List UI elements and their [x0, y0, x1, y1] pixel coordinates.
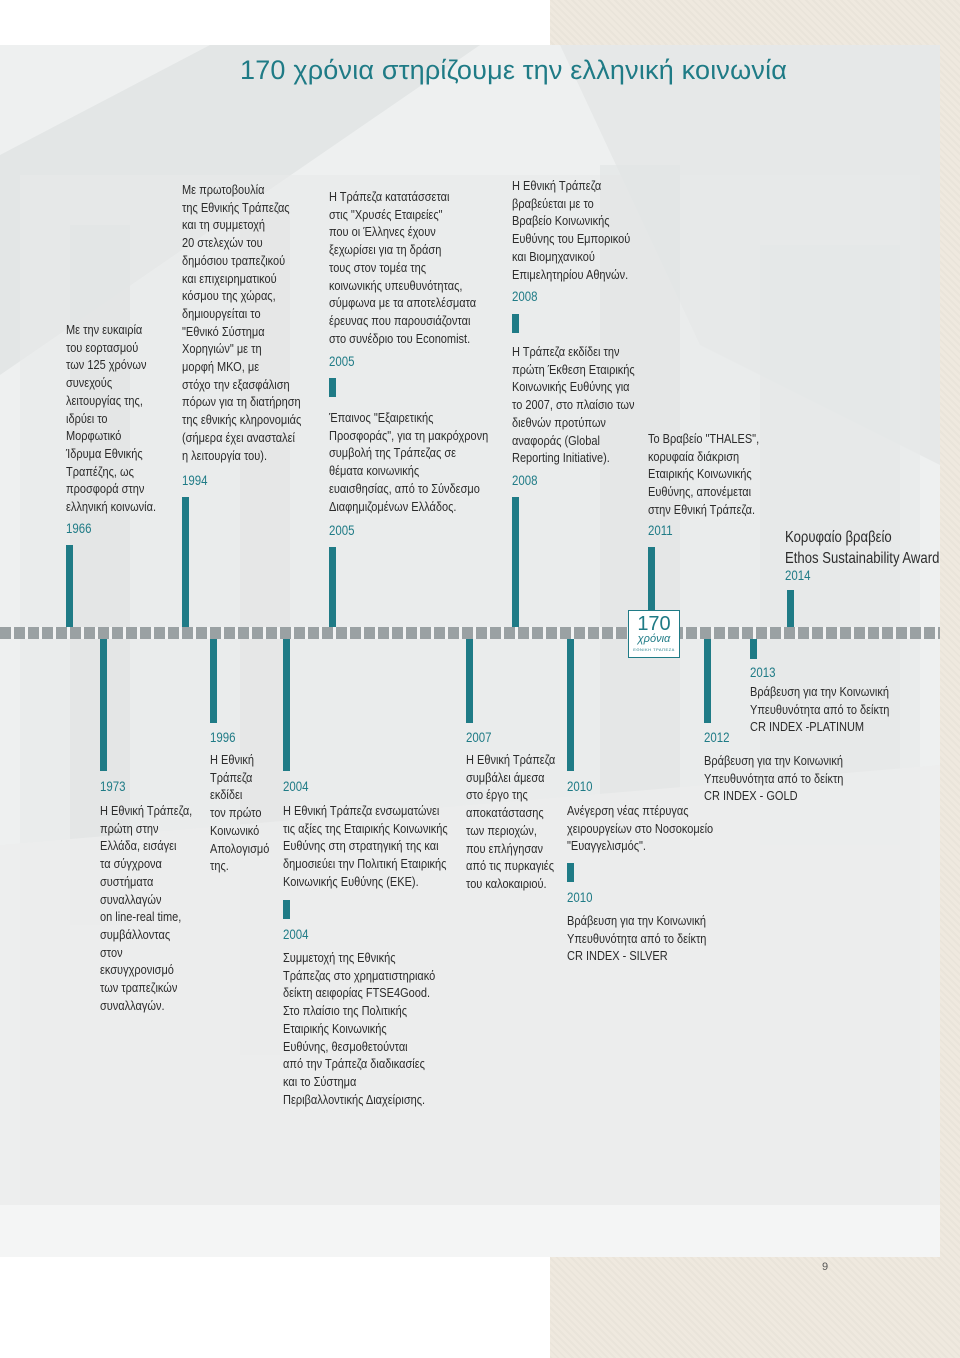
- marker-2005a: [329, 378, 336, 397]
- logo-word: χρόνια: [637, 633, 671, 645]
- entry-2013-year: 2013: [750, 665, 776, 680]
- timeline-bar-2012: [704, 639, 711, 723]
- entry-1996-year: 1996: [210, 730, 236, 745]
- entry-2008a-year: 2008: [512, 289, 538, 304]
- entry-2008b-year: 2008: [512, 473, 538, 488]
- logo-number: 170: [637, 613, 671, 635]
- entry-2005a-year: 2005: [329, 354, 355, 369]
- entry-2007-text: Η Εθνική Τράπεζα συμβάλει άμεσα στο έργο της αποκατάστασης των περιοχών, που επλήγησαν από τις πυρκαγιές του καλοκαιριού.: [466, 753, 556, 891]
- marker-2008a: [512, 314, 519, 333]
- entry-2011-year: 2011: [648, 523, 673, 538]
- timeline-bar-2010: [567, 639, 574, 771]
- entry-2004a-text: Η Εθνική Τράπεζα ενσωματώνει τις αξίες της Εταιρικής Κοινωνικής Ευθύνης στη στρατηγική της και δημοσιεύει την Πολιτική Εταιρικής Κοινωνικής Ευθύνης (ΕΚΕ).: [283, 804, 448, 889]
- timeline-bar-1973: [100, 639, 107, 771]
- entry-2005b-text: Έπαινος "Εξαιρετικής Προσφοράς", για τη μακρόχρονη συμβολή της Τράπεζας σε θέματα κοινωνικής ευαισθησίας, από το Σύνδεσμο Διαφημιζομένων Ελλάδος.: [329, 411, 489, 514]
- entry-2012-year: 2012: [704, 730, 730, 745]
- entry-2014-text: Κορυφαίο βραβείο Ethos Sustainability Award: [785, 529, 940, 567]
- timeline-bar-2011: [648, 547, 655, 610]
- entry-1996-text: Η Εθνική Τράπεζα εκδίδει τον πρώτο Κοινωνικό Απολογισμό της.: [210, 753, 270, 874]
- timeline-bar-1966: [66, 545, 73, 627]
- entry-2010b-text: Βράβευση για την Κοινωνική Υπευθυνότητα από το δείκτη CR INDEX - SILVER: [567, 914, 707, 964]
- entry-1994-year: 1994: [182, 473, 208, 488]
- timeline-bar-2013: [750, 639, 757, 659]
- entry-2004a-year: 2004: [283, 779, 309, 794]
- entry-2004b-year: 2004: [283, 927, 309, 942]
- entry-2014-year: 2014: [785, 568, 811, 583]
- entry-1973-text: Η Εθνική Τράπεζα, πρώτη στην Ελλάδα, εισάγει τα σύγχρονα συστήματα συναλλαγών on line-real time, συμβάλλοντας στον εκσυγχρονισμό των τραπεζικών συναλλαγών.: [100, 804, 193, 1013]
- entry-2010a-text: Ανέγερση νέας πτέρυγας χειρουργείων στο Νοσοκομείο "Ευαγγελισμός".: [567, 804, 714, 854]
- entry-1973-year: 1973: [100, 779, 126, 794]
- page-title: 170 χρόνια στηρίζουμε την ελληνική κοινωνία: [240, 55, 788, 85]
- timeline-bar-2005: [329, 547, 336, 627]
- entry-2005a-text: Η Τράπεζα κατατάσσεται στις "Χρυσές Εταιρείες" που οι Έλληνες έχουν ξεχωρίσει για τη δράση τους στον τομέα της κοινωνικής υπευθυνότητας, σύμφωνα με τα αποτελέσματα έρευνας που παρουσιάζονται στο συνέδριο του Economist.: [329, 190, 477, 346]
- entry-1994-text: Με πρωτοβουλία της Εθνικής Τράπεζας και τη συμμετοχή 20 στελεχών του δημόσιου τραπεζικού και επιχειρηματικού κόσμου της χώρας, δημιουργείται το "Εθνικό Σύστημα Χορηγιών" με τη μορφή ΜΚΟ, με στόχο την εξασφάλιση πόρων για τη διατήρηση της εθνικής κληρονομιάς (σήμερα έχει ανασταλεί η λειτουργία του).: [182, 183, 302, 463]
- entry-1966-year: 1966: [66, 521, 92, 536]
- entry-2008a-text: Η Εθνική Τράπεζα βραβεύεται με το Βραβείο Κοινωνικής Ευθύνης του Εμπορικού και Βιομηχανικού Επιμελητηρίου Αθηνών.: [512, 179, 631, 282]
- timeline-bar-2004: [283, 639, 290, 771]
- marker-2010b: [567, 863, 574, 882]
- anniversary-logo: [628, 610, 680, 658]
- entry-2007-year: 2007: [466, 730, 492, 745]
- timeline-bar-2008: [512, 497, 519, 627]
- marker-2004b: [283, 900, 290, 919]
- entry-2010b-year: 2010: [567, 890, 593, 905]
- entry-2005b-year: 2005: [329, 523, 355, 538]
- timeline-axis: [0, 627, 940, 639]
- logo-bank-name: ΕΘΝΙΚΗ ΤΡΑΠΕΖΑ: [633, 647, 675, 652]
- entry-2010a-year: 2010: [567, 779, 593, 794]
- timeline-bar-2007: [466, 639, 473, 723]
- timeline-bar-1994: [182, 497, 189, 627]
- entry-2008b-text: Η Τράπεζα εκδίδει την πρώτη Έκθεση Εταιρικής Κοινωνικής Ευθύνης για το 2007, στο πλαίσιο των διεθνών προτύπων αναφοράς (Global Reporting Initiative).: [512, 345, 635, 466]
- entry-2013-text: Βράβευση για την Κοινωνική Υπευθυνότητα από το δείκτη CR INDEX -PLATINUM: [750, 685, 890, 735]
- timeline-bar-1996: [210, 639, 217, 723]
- entry-2011-text: Το Βραβείο "THALES", κορυφαία διάκριση Εταιρικής Κοινωνικής Ευθύνης, απονέμεται στην Εθνική Τράπεζα.: [648, 432, 760, 517]
- timeline-bar-2014: [787, 590, 794, 627]
- entry-2012-text: Βράβευση για την Κοινωνική Υπευθυνότητα από το δείκτη CR INDEX - GOLD: [704, 754, 844, 804]
- entry-2004b-text: Συμμετοχή της Εθνικής Τράπεζας στο χρηματιστηριακό δείκτη αειφορίας FTSE4Good. Στο πλαίσιο της Πολιτικής Εταιρικής Κοινωνικής Ευθύνης, θεσμοθετούνται από την Τράπεζα διαδικασίες και το Σύστημα Περιβαλλοντικής Διαχείρισης.: [283, 951, 436, 1107]
- entry-1966-text: Με την ευκαιρία του εορτασμού των 125 χρόνων συνεχούς λειτουργίας της, ιδρύει το Μορφωτικό Ίδρυμα Εθνικής Τραπέζης, ως προσφορά στην ελληνική κοινωνία.: [66, 323, 157, 515]
- page-number: 9: [822, 1261, 829, 1273]
